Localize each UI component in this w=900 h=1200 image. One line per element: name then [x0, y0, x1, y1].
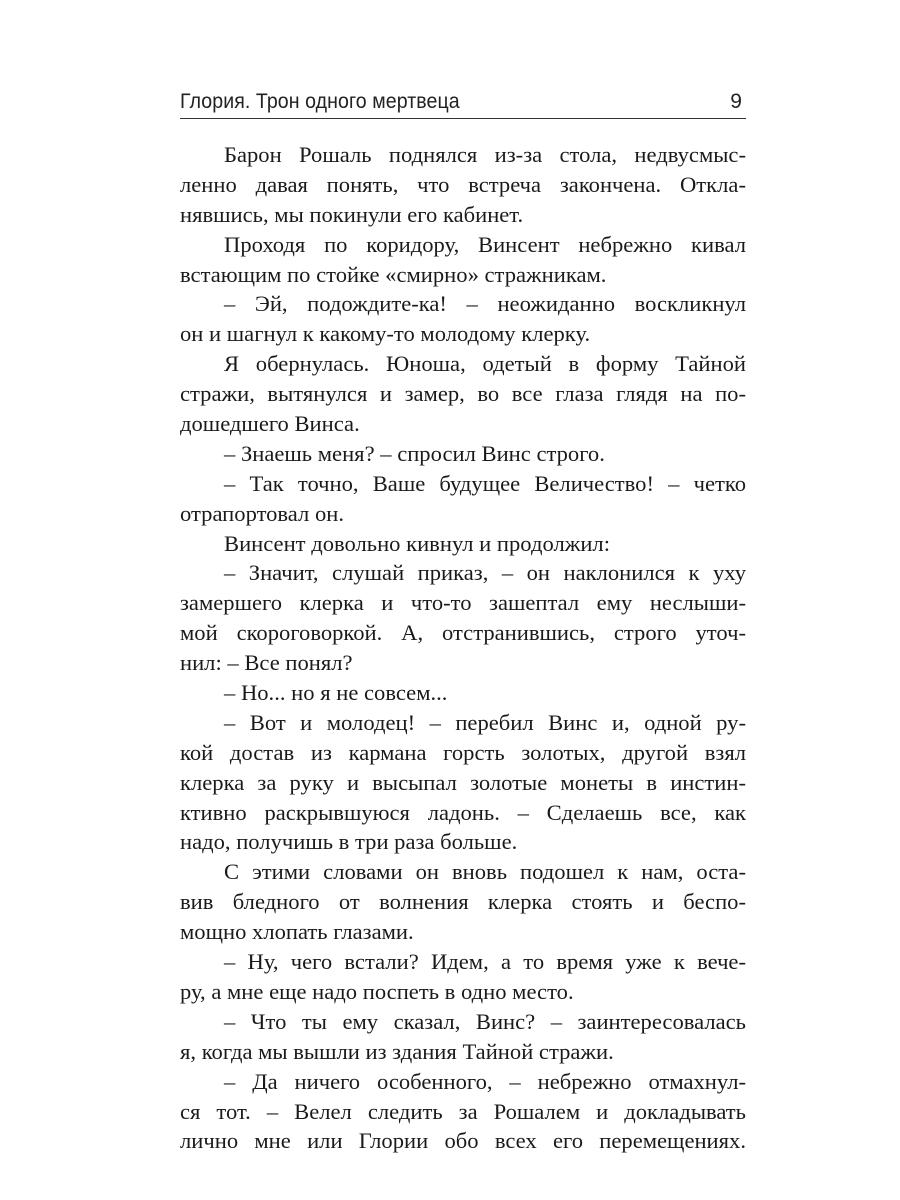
running-title: Глория. Трон одного мертвеца: [180, 90, 460, 113]
text-line: клерка за руку и высыпал золотые монеты в инстин-: [180, 769, 746, 795]
text-line: – Знаешь меня? – спросил Винс строго.: [224, 440, 605, 466]
text-line: лично мне или Глории обо всех его перемещениях.: [180, 1128, 746, 1154]
text-line: ру, а мне еще надо поспеть в одно место.: [180, 978, 574, 1004]
header-rule: [180, 118, 746, 119]
page-number: 9: [730, 90, 742, 113]
text-line: С этими словами он вновь подошел к нам, оста-: [224, 859, 746, 885]
text-line: нил: – Все понял?: [180, 650, 353, 676]
text-line: я, когда мы вышли из здания Тайной стражи.: [180, 1038, 614, 1064]
text-line: ся тот. – Велел следить за Рошалем и докладывать: [180, 1098, 746, 1124]
text-line: стражи, вытянулся и замер, во все глаза глядя на по-: [180, 381, 746, 407]
text-line: замершего клерка и что-то зашептал ему неслыши-: [180, 590, 746, 616]
text-line: – Да ничего особенного, – небрежно отмахнул-: [224, 1068, 746, 1094]
text-line: кой достав из кармана горсть золотых, другой взял: [180, 739, 746, 765]
running-header: [180, 86, 746, 114]
text-line: – Но... но я не совсем...: [224, 680, 448, 706]
text-line: нявшись, мы покинули его кабинет.: [180, 201, 524, 227]
text-line: отрапортовал он.: [180, 500, 344, 526]
text-line: – Ну, чего встали? Идем, а то время уже к вече-: [224, 949, 746, 975]
text-line: Винсент довольно кивнул и продолжил:: [224, 530, 610, 556]
text-line: он и шагнул к какому-то молодому клерку.: [180, 321, 591, 347]
text-line: вив бледного от волнения клерка стоять и беспо-: [180, 889, 746, 915]
text-line: – Что ты ему сказал, Винс? – заинтересовалась: [224, 1008, 746, 1034]
text-line: мой скороговоркой. А, отстранившись, строго уточ-: [180, 620, 746, 646]
text-line: Я обернулась. Юноша, одетый в форму Тайной: [224, 351, 746, 377]
text-line: Проходя по коридору, Винсент небрежно кивал: [224, 231, 746, 257]
text-line: встающим по стойке «смирно» стражникам.: [180, 261, 607, 287]
body-text: [180, 140, 746, 1156]
text-line: ленно давая понять, что встреча закончена. Откла-: [180, 171, 746, 197]
text-line: – Значит, слушай приказ, – он наклонился к уху: [224, 560, 746, 586]
text-line: ктивно раскрывшуюся ладонь. – Сделаешь все, как: [180, 799, 746, 825]
text-line: – Эй, подождите-ка! – неожиданно воскликнул: [224, 291, 746, 317]
text-line: надо, получишь в три раза больше.: [180, 829, 518, 855]
text-line: Барон Рошаль поднялся из-за стола, недвусмыс-: [224, 142, 746, 167]
text-line: мощно хлопать глазами.: [180, 919, 414, 945]
text-line: – Так точно, Ваше будущее Величество! – четко: [224, 470, 746, 496]
text-line: дошедшего Винса.: [180, 411, 360, 437]
text-line: – Вот и молодец! – перебил Винс и, одной ру-: [224, 709, 746, 735]
